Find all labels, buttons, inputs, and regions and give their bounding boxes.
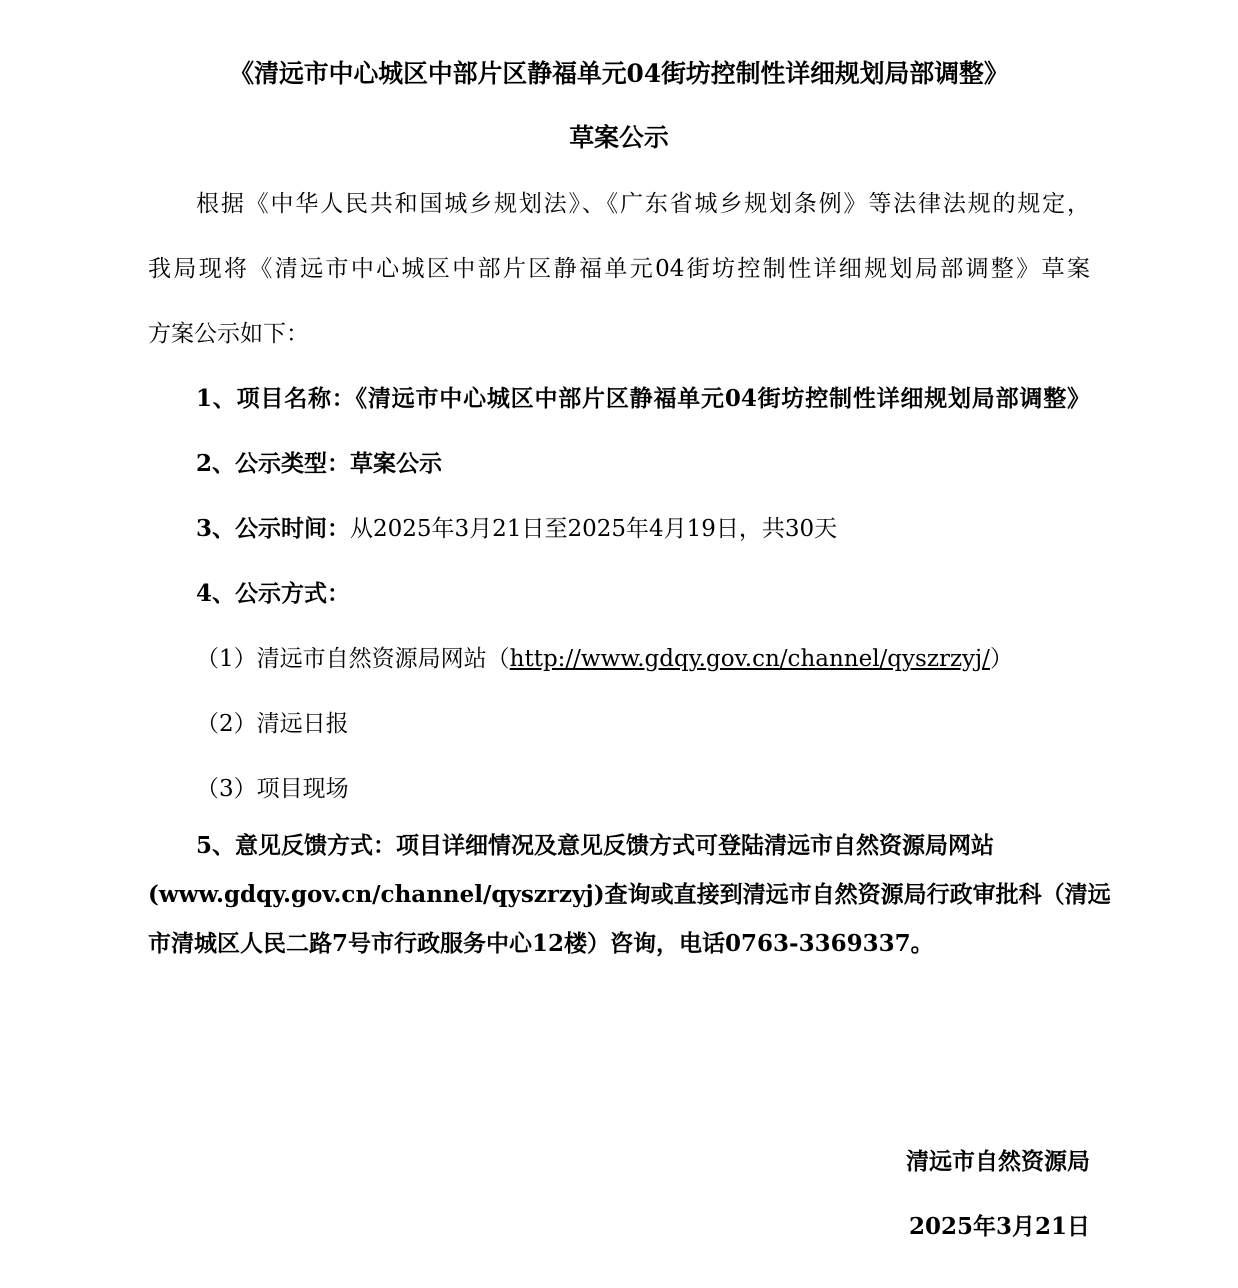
website-link[interactable]: http://www.gdqy.gov.cn/channel/qyszrzyj/ <box>509 646 990 672</box>
method-website <box>196 643 1013 675</box>
signature-date: 2025年3月21日 <box>908 1213 1090 1240</box>
feedback-line-1: 5、意见反馈方式：项目详细情况及意见反馈方式可登陆清远市自然资源局网站 <box>196 832 995 859</box>
signature-organization: 清远市自然资源局 <box>906 1148 1090 1175</box>
method-project-site: （3）项目现场 <box>196 776 349 802</box>
item-project-name-value: 《清远市中心城区中部片区静福单元04街坊控制性详细规划局部调整》 <box>355 385 1090 412</box>
method-website-prefix: （1）清远市自然资源局网站（ <box>196 646 510 672</box>
intro-line-3: 方案公示如下： <box>148 321 309 347</box>
item-notice-period <box>196 513 837 545</box>
document-title-line1: 《清远市中心城区中部片区静福单元04街坊控制性详细规划局部调整》 <box>229 59 1009 88</box>
item-notice-period-label: 3、公示时间： <box>196 515 351 542</box>
feedback-line-3: 市清城区人民二路7号市行政服务中心12楼）咨询，电话0763-3369337。 <box>148 930 934 957</box>
intro-line-2: 我局现将《清远市中心城区中部片区静福单元04街坊控制性详细规划局部调整》草案 <box>148 256 1090 282</box>
document-title-line2: 草案公示 <box>569 123 669 152</box>
item-notice-type-value: 草案公示 <box>350 450 443 477</box>
item-notice-method-label: 4、公示方式： <box>196 580 351 607</box>
intro-line-1: 根据《中华人民共和国城乡规划法》、《广东省城乡规划条例》等法律法规的规定， <box>196 191 1090 217</box>
item-project-name <box>196 383 1090 415</box>
method-website-suffix: ） <box>989 646 1013 672</box>
item-notice-type <box>196 448 442 480</box>
method-newspaper: （2）清远日报 <box>196 711 349 737</box>
item-notice-type-label: 2、公示类型： <box>196 450 351 477</box>
item-notice-period-value: 从2025年3月21日至2025年4月19日，共30天 <box>350 516 838 542</box>
feedback-line-2: (www.gdqy.gov.cn/channel/qyszrzyj)查询或直接到清远市自然资源局行政审批科（清远 <box>148 881 1111 908</box>
item-project-name-label: 1、项目名称： <box>196 385 356 412</box>
